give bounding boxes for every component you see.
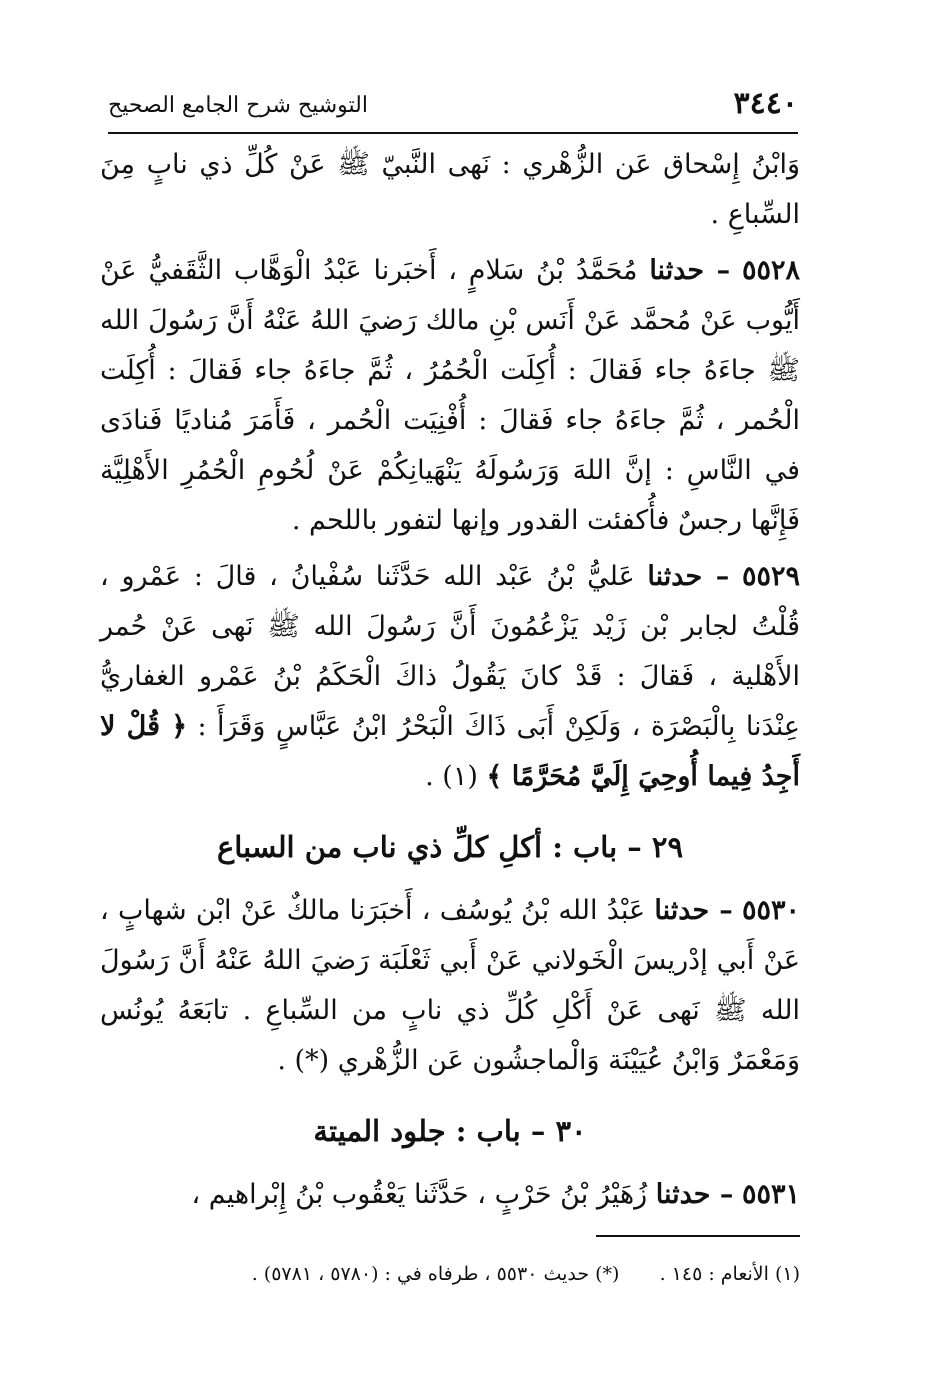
hadith-number: ٥٥٢٨ bbox=[741, 255, 800, 286]
hadith-text: عَبْدُ الله بْنُ يُوسُف ، أَخبَرَنا مالكٌ عَنْ ابْن شهابٍ ، عَنْ أَبي إدْريسَ الْخَولاني عَنْ أَبي ثَعْلَبَة رَضيَ اللهُ عَنْهُ أَنَّ رَسُولَ الله ﷺ نَهى عَنْ أَكْلِ كُلِّ ذي نابٍ من السِّباعِ . تابَعَهُ يُونُس وَمَعْمَرٌ وَابْنُ عُيَيْنَة وَالْماجشُون عَن الزُّهْري bbox=[100, 895, 800, 1076]
running-header bbox=[108, 84, 798, 128]
chapter-heading-30: ٣٠ – باب : جلود الميتة bbox=[313, 1114, 587, 1148]
quran-quote: ﴿ قُلْ لا أَجِدُ فِيما أُوحِيَ إِلَيَّ مُحَرَّمًا ﴾ bbox=[100, 711, 800, 792]
hadith-number: ٥٥٢٩ bbox=[741, 561, 800, 592]
hadith-intro: – حدثنا bbox=[649, 255, 731, 286]
header-rule bbox=[108, 132, 798, 134]
hadith-number: ٥٥٣١ bbox=[741, 1179, 800, 1210]
hadith-5530 bbox=[100, 886, 800, 1086]
hadith-5528 bbox=[100, 246, 800, 546]
hadith-ending: . bbox=[277, 1045, 286, 1076]
page-body bbox=[100, 140, 800, 1220]
footnote-ref-1: (١) bbox=[442, 761, 478, 792]
hadith-intro: – حدثنا bbox=[654, 895, 733, 926]
hadith-text: عَليُّ بْنُ عَبْد الله حَدَّثَنا سُفْيانُ ، قالَ : عَمْرو ، قُلْتُ لجابر بْن زَيْد يَزْعُمُونَ أَنَّ رَسُولَ الله ﷺ نَهى عَنْ حُمر الأَهْلية ، فَقالَ : قَدْ كانَ يَقُولُ ذاكَ الْحَكَمُ بْنُ عَمْرو الغفاريُّ عِنْدَنا بِالْبَصْرَة ، وَلَكِنْ أَبَى ذَاكَ الْبَحْرُ ابْنُ عَبَّاسٍ وَقَرَأَ : bbox=[100, 561, 800, 742]
hadith-intro: – حدثنا bbox=[647, 561, 730, 592]
hadith-5531 bbox=[100, 1170, 800, 1220]
footnote-1: (١) الأنعام : ١٤٥ . bbox=[659, 1263, 800, 1285]
footnote-ref-star: (*) bbox=[294, 1045, 330, 1076]
hadith-text: زُهَيْرُ بْنُ حَرْبٍ ، حَدَّثَنا يَعْقُوب بْنُ إِبْراهيم ، bbox=[191, 1179, 648, 1210]
continuation-paragraph bbox=[100, 140, 800, 240]
hadith-ending: . bbox=[425, 761, 434, 792]
hadith-5529 bbox=[100, 552, 800, 802]
hadith-intro: – حدثنا bbox=[655, 1179, 734, 1210]
hadith-text: مُحَمَّدُ بْنُ سَلامٍ ، أَخبَرنا عَبْدُ الْوَهَّاب الثَّقَفيُّ عَنْ أَيُّوب عَنْ مُحمَّد عَنْ أَنَس بْنِ مالك رَضيَ اللهُ عَنْهُ أَنَّ رَسُولَ الله ﷺ جاءَهُ جاء فَقالَ : أُكِلَت الْحُمُرُ ، ثُمَّ جاءَهُ جاء فَقالَ : أُكِلَت الْحُمر ، ثُمَّ جاءَهُ جاء فَقالَ : أُفْنِيَت الْحُمر ، فَأَمَرَ مُناديًا فَنادَى في النَّاسِ : إنَّ اللهَ وَرَسُولَهُ يَنْهَيانِكُمْ عَنْ لُحُومِ الْحُمُرِ الأَهْلِيَّة فَإِنَّها رجسٌ فأُكفئت القدور وإنها لتفور باللحم . bbox=[100, 255, 800, 536]
page-number: ٣٤٤٠ bbox=[733, 86, 798, 121]
continuation-text: وَابْنُ إِسْحاق عَن الزُّهْري : نَهى النَّبيّ ﷺ عَنْ كُلِّ ذي نابٍ مِنَ السِّباعِ . bbox=[100, 149, 800, 230]
hadith-number: ٥٥٣٠ bbox=[741, 895, 800, 926]
footnotes bbox=[100, 1258, 800, 1290]
book-title: التوشيح شرح الجامع الصحيح bbox=[108, 93, 368, 118]
footnote-star: (*) حديث ٥٥٣٠ ، طرفاه في : (٥٧٨٠ ، ٥٧٨١) . bbox=[251, 1263, 620, 1285]
chapter-heading-29: ٢٩ – باب : أكلِ كلِّ ذي ناب من السباع bbox=[216, 830, 684, 864]
footnote-rule bbox=[596, 1235, 800, 1237]
